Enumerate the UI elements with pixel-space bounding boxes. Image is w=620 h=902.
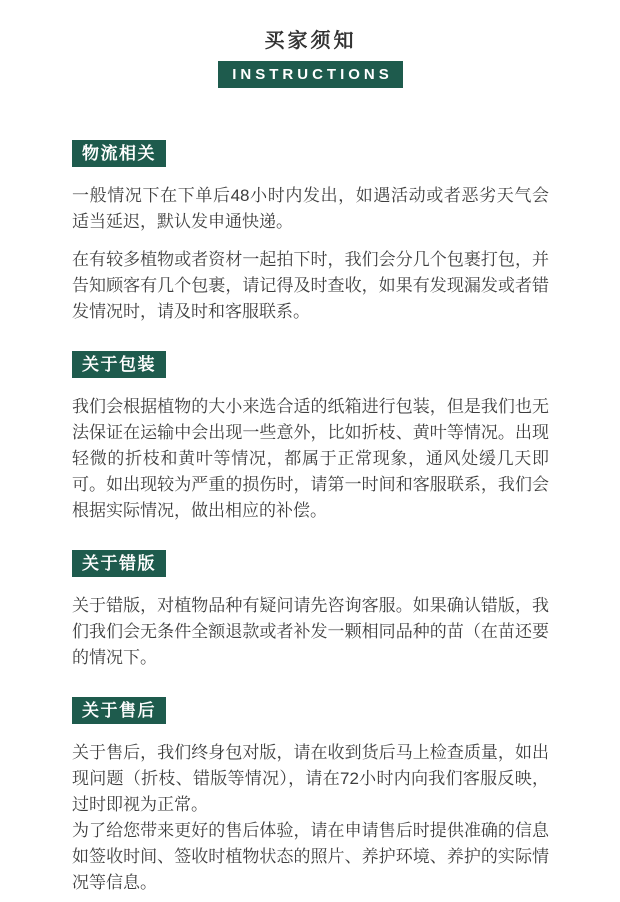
section-packaging: [72, 351, 549, 524]
page-title: 买家须知: [264, 30, 357, 52]
section-body: [72, 394, 549, 524]
instructions-badge-row: [72, 61, 549, 88]
section-heading-badge: 关于售后: [72, 697, 166, 724]
section-heading-badge: 物流相关: [72, 140, 166, 167]
section-heading-badge: 关于错版: [72, 550, 166, 577]
instructions-badge: INSTRUCTIONS: [218, 61, 403, 88]
section-body: [72, 593, 549, 671]
misprint-paragraph-1: 关于错版，对植物品种有疑问请先咨询客服。如果确认错版，我们我们会无条件全额退款或者补发一颗相同品种的苗（在苗还要的情况下。: [72, 596, 549, 667]
section-misprint: [72, 550, 549, 671]
section-body: [72, 183, 549, 325]
aftersales-paragraph-1: 关于售后，我们终身包对版，请在收到货后马上检查质量，如出现问题（折枝、错版等情况），请在72小时内向我们客服反映，过时即视为正常。: [72, 743, 549, 814]
section-aftersales: [72, 697, 549, 896]
section-body: [72, 740, 549, 896]
logistics-paragraph-1: 一般情况下在下单后48小时内发出，如遇活动或者恶劣天气会适当延迟，默认发申通快递。: [72, 186, 549, 231]
section-heading-badge: 关于包装: [72, 351, 166, 378]
logistics-paragraph-2: 在有较多植物或者资材一起拍下时，我们会分几个包裹打包，并告知顾客有几个包裹，请记得及时查收，如果有发现漏发或者错发情况时，请及时和客服联系。: [72, 250, 549, 321]
packaging-paragraph-1: 我们会根据植物的大小来选合适的纸箱进行包装，但是我们也无法保证在运输中会出现一些意外，比如折枝、黄叶等情况。出现轻微的折枝和黄叶等情况，都属于正常现象，通风处缓几天即可。如出现较为严重的损伤时，请第一时间和客服联系，我们会根据实际情况，做出相应的补偿。: [72, 397, 549, 520]
section-logistics: [72, 140, 549, 325]
aftersales-paragraph-2: 为了给您带来更好的售后体验，请在申请售后时提供准确的信息如签收时间、签收时植物状态的照片、养护环境、养护的实际情况等信息。: [72, 821, 549, 892]
